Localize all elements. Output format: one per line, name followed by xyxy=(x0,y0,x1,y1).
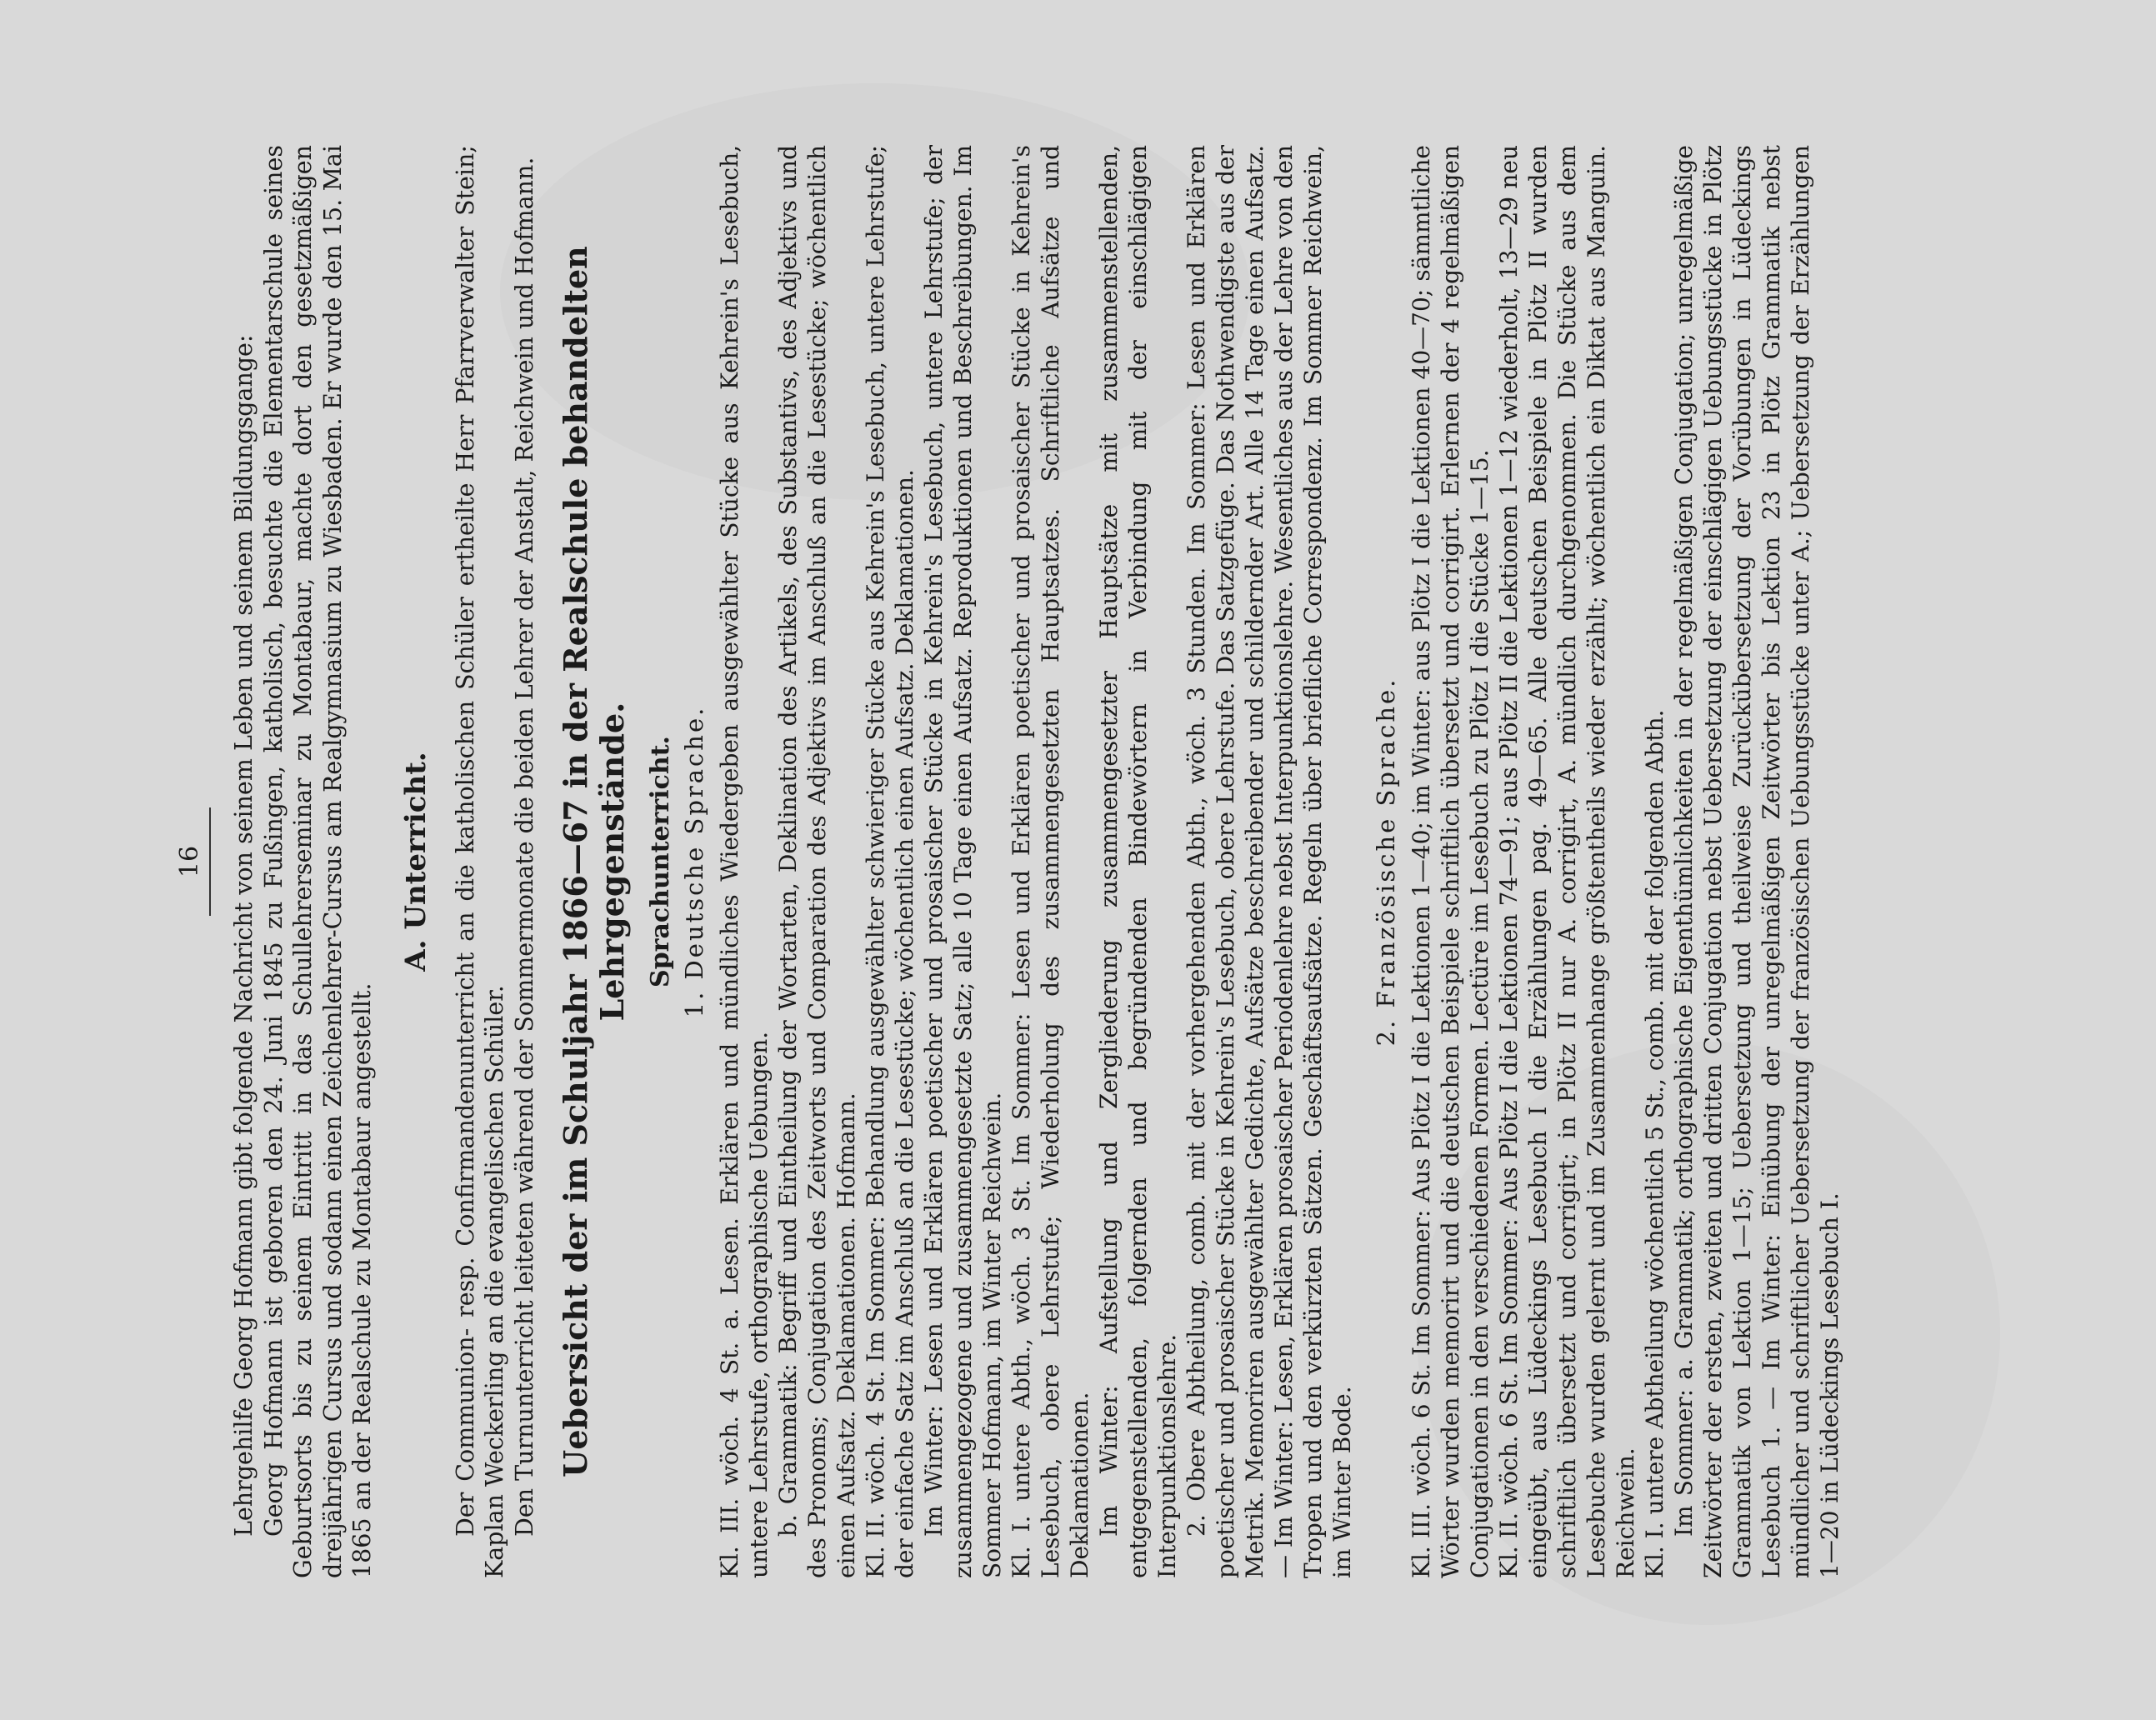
german-heading: 1. Deutsche Sprache. xyxy=(680,705,708,1018)
german-class-1: Kl. I. untere Abth., wöch. 3 St. Im Sommer: Lesen und Erklären poetischer und prosaischer Stücke in Kehrein's Lesebuch, obere Lehrstufe; Wiederholung des zusammengesetzten Hauptsatzes. Schriftliche Aufsätze und Deklamationen. xyxy=(1008,145,1093,1578)
french-class-1-detail: Im Sommer: a. Grammatik; orthographische Eigenthümlichkeiten in der regelmäßigen Conjugation; unregelmäßige Zeitwörter der ersten, zweiten und dritten Conjugation nebst Uebersetzung der einschlägigen Uebungsstücke in Plötz Grammatik von Lektion 1—15; Uebersetzung und theilweise Zurückübersetzung der Vorübungen in Lüdeckings Lesebuch 1. — Im Winter: Einübung der unregelmäßigen Zeitwörter bis Lektion 23 in Plötz Grammatik nebst mündlicher und schriftlicher Uebersetzung der französischen Uebungsstücke unter A.; Uebersetzung der Erzählungen 1—20 in Lüdeckings Lesebuch I. xyxy=(1670,145,1843,1578)
language-heading: Sprachunterricht. xyxy=(646,736,675,988)
religion-paragraph: Der Communion- resp. Confirmandenunterricht an die katholischen Schüler ertheilte Herr Pfarrverwalter Stein; Kaplan Weckerling an die evangelischen Schüler. xyxy=(451,145,508,1578)
german-class-3-grammar: b. Grammatik: Begriff und Eintheilung der Wortarten, Deklination des Artikels, des Substantivs, des Adjektivs und des Pronoms; Conjugation des Zeitworts und Comparation des Adjektivs im Anschluß an die Lesestücke; wöchentlich einen Aufsatz. Deklamationen. Hofmann. xyxy=(774,145,860,1578)
document-body xyxy=(175,145,1983,1578)
header-rule xyxy=(209,808,211,916)
german-class-2-winter: Im Winter: Lesen und Erklären poetischer und prosaischer Stücke in Kehrein's Lesebuch, untere Lehrstufe; der zusammengezogene und zusammengesetzte Satz; alle 10 Tage einen Aufsatz. Reproduktionen und Beschreibungen. Im Sommer Hofmann, im Winter Reichwein. xyxy=(920,145,1006,1578)
overview-heading: Uebersicht der im Schuljahr 1866—67 in der Realschule behandelten Lehrgegenstände. xyxy=(557,246,631,1478)
german-class-1-upper: 2. Obere Abtheilung, comb. mit der vorhergehenden Abth., wöch. 3 Stunden. Im Sommer: Lesen und Erklären poetischer und prosaischer Stücke in Kehrein's Lesebuch, obere Lehrstufe. Das Satzgefüge. Das Nothwendigste aus der Metrik. Memoriren ausgewählter Gedichte, Aufsätze beschreibender und schildernder Art. Alle 14 Tage einen Aufsatz. — Im Winter: Lesen, Erklären prosaischer Periodenlehre nebst Interpunktionslehre. Wesentliches aus der Lehre von den Tropen und den verkürzten Sätzen. Geschäftsaufsätze. Regeln über briefliche Correspondenz. Im Sommer Reichwein, im Winter Bode. xyxy=(1183,145,1356,1578)
intro-line: Lehrgehilfe Georg Hofmann gibt folgende Nachricht von seinem Leben und seinem Bildungsgange: xyxy=(230,334,258,1537)
french-class-2: Kl. II. wöch. 6 St. Im Sommer: Aus Plötz I die Lektionen 74—91; aus Plötz II die Lektionen 1—12 wiederholt, 13—29 neu eingeübt, aus Lüdeckings Lesebuch I die Erzählungen pag. 49—65. Alle deutschen Beispiele in Plötz II wurden schriftlich übersetzt und corrigirt; in Plötz II nur A. corrigirt, A. mündlich durchgenommen. Die Stücke aus dem Lesebuche wurden gelernt und im Zusammenhange größtentheils wieder erzählt; wöchentlich ein Diktat aus Manguin. Reichwein. xyxy=(1495,145,1639,1578)
section-a-heading: A. Unterricht. xyxy=(398,752,433,972)
german-class-2: Kl. II. wöch. 4 St. Im Sommer: Behandlung ausgewählter schwieriger Stücke aus Kehrein's Lesebuch, untere Lehrstufe; der einfache Satz im Anschluß an die Lesestücke; wöchentlich einen Aufsatz. Deklamationen. xyxy=(862,145,918,1578)
german-class-3: Kl. III. wöch. 4 St. a. Lesen. Erklären und mündliches Wiedergeben ausgewählter Stücke aus Kehrein's Lesebuch, untere Lehrstufe, orthographische Uebungen. xyxy=(716,145,773,1578)
gymnastics-paragraph: Den Turnunterricht leiteten während der Sommermonate die beiden Lehrer der Anstalt, Reichwein und Hofmann. xyxy=(510,157,538,1537)
page-number: 16 xyxy=(175,845,204,878)
french-heading: 2. Französische Sprache. xyxy=(1372,677,1400,1047)
french-class-3: Kl. III. wöch. 6 St. Im Sommer: Aus Plötz I die Lektionen 1—40; im Winter: aus Plötz I die Lektionen 40—70; sämmtliche Wörter wurden memorirt und die deutschen Beispiele schriftlich übersetzt und corrigirt. Erlernen der 4 regelmäßigen Conjugationen in den verschiedenen Formen. Lectüre im Lesebuch zu Plötz I die Stücke 1—15. xyxy=(1408,145,1493,1578)
biography-paragraph: Georg Hofmann ist geboren den 24. Juni 1845 zu Fußingen, katholisch, besuchte die Elementarschule seines Geburtsorts bis zu seinem Eintritt in das Schullehrerseminar zu Montabaur, machte dort den gesetzmäßigen dreijährigen Cursus und sodann einen Zeichenlehrer-Cursus am Realgymnasium zu Wiesbaden. Er wurde den 15. Mai 1865 an der Realschule zu Montabaur angestellt. xyxy=(259,145,376,1578)
french-class-1: Kl. I. untere Abtheilung wöchentlich 5 St., comb. mit der folgenden Abth. xyxy=(1641,709,1668,1578)
german-class-1-winter: Im Winter: Aufstellung und Zergliederung zusammengesetzter Hauptsätze mit zusammenstellenden, entgegenstellenden, folgernden und begründenden Bindewörtern in Verbindung mit der einschlägigen Interpunktionslehre. xyxy=(1095,145,1181,1578)
